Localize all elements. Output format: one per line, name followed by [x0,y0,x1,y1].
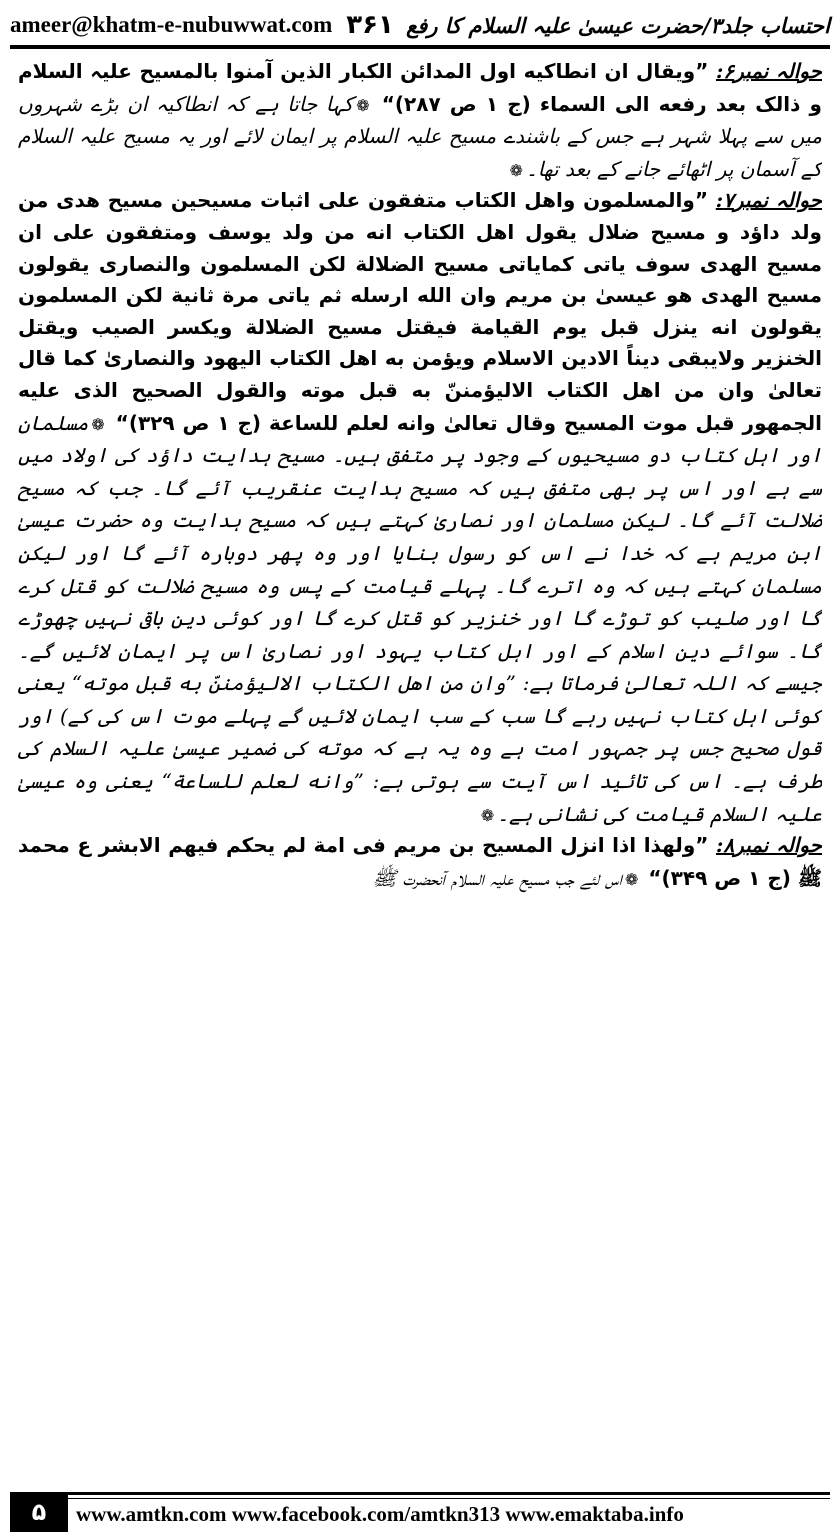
footer-links[interactable]: www.amtkn.com www.facebook.com/amtkn313 www.emaktaba.info [76,1502,684,1526]
quote-open-mark: ” [695,833,709,858]
ornament-close-icon: ❁ [480,805,495,825]
header-rule [10,45,830,49]
quote-open-mark: ” [695,59,709,83]
quote-close-mark: “ [648,865,662,890]
reference-label: حوالہ نمبر۶: [716,59,822,83]
footer-number-box: ۵ [10,1492,68,1532]
reference-label: حوالہ نمبر۷: [715,188,822,213]
ornament-close-icon: ❁ [509,160,523,180]
page-header [10,8,830,42]
running-title: احتساب جلد۳/حضرت عیسیٰ علیہ السلام کا رفع [406,12,830,38]
header-email: ameer@khatm-e-nubuwwat.com [10,12,333,37]
ornament-open-icon: ❁ [91,414,105,434]
urdu-translation: مسلمان اور اہل کتاب دو مسیحیوں کے وجود پر متفق ہیں۔ مسیح ہدایت داؤد کی اولاد میں سے ہے اور اس پر بھی متفق ہیں کہ مسیح ہدایت عنقریب آئے گا۔ جب کہ مسیح ضلالت آئے گا۔ لیکن مسلمان اور نصاریٰ کہتے ہیں کہ مسیح ہدایت وہ حضرت عیسیٰ ابن مریم ہے کہ خدا نے اس کو رسول بنایا اور وہ پھر دوبارہ آئے گا اور لیکن مسلمان کہتے ہیں کہ وہ اترے گا۔ پہلے قیامت کے پس وہ مسیح ضلالت کو قتل کرے گا اور صلیب کو توڑے گا اور خنزیر کو قتل کرے گا اور کوئی دین باقی نہیں چھوڑے گا۔ سوائے دین اسلام کے اور اہل کتاب یہود اور نصاریٰ اس پر ایمان لائیں گے۔ جیسے کہ اللہ تعالیٰ فرماتا ہے: ”وان من اهل الکتاب الالیؤمننّ به قبل موته“ یعنی کوئی اہل کتاب نہیں رہے گا سب کے سب ایمان لائیں گے پہلے موت اس کی کے) اور قول صحیح جس پر جمہور امت ہے وہ یہ ہے کہ موته کی ضمیر عیسیٰ علیہ السلام کی طرف ہے۔ اس کی تائید اس آیت سے ہوتی ہے: ”وانه لعلم للساعة“ یعنی وہ عیسیٰ علیہ السلام قیامت کی نشانی ہے۔ [18,410,822,826]
footer-links-wrap [68,1492,830,1532]
reference-7 [18,185,822,830]
page-body [18,56,822,1476]
arabic-quote: والمسلمون واهل الکتاب متفقون علی اثبات مسیحین مسیح هدی من ولد داؤد و مسیح ضلال یقول اهل الکتاب انه من ولد یوسف ومتفقون علی ان مسیح الهدی سوف یاتی کمایاتی مسیح الضلالة لکن المسلمون والنصاری یقولون مسیح الهدی هو عیسیٰ بن مریم وان الله ارسله ثم یاتی مرة ثانیة لکن المسلمون یقولون انه ینزل قبل یوم القیامة فیقتل مسیح الضلالة ویکسر الصیب ویقتل الخنزیر ولایبقی دیناً الادین الاسلام ویؤمن به اهل الکتاب الیهود والنصاریٰ کما قال تعالیٰ وان من اهل الکتاب الالیؤمننّ به قبل موته والقول الصحیح الذی علیه الجمهور قبل موت المسیح وقال تعالیٰ وانه لعلم للساعة (ج ۱ ص ۳۲۹) [18,188,822,435]
arabic-quote: ولهذا اذا انزل المسیح بن مریم فی امة لم یحکم فیهم الابشر ع محمد ﷺ (ج ۱ ص ۳۴۹) [18,833,822,890]
quote-close-mark: “ [115,410,129,435]
urdu-translation: اس لئے جب مسیح علیہ السلام آنحضرت ﷺ [372,865,622,890]
reference-label: حوالہ نمبر۸: [716,833,822,858]
ornament-open-icon: ❁ [625,869,639,889]
ornament-open-icon: ❁ [356,95,370,115]
header-left [10,10,394,40]
arabic-quote: ویقال ان انطاکیه اول المدائن الکبار الذین آمنوا بالمسیح علیہ السلام و ذالک بعد رفعه الی السماء (ج ۱ ص ۲۸۷) [18,59,822,116]
page-footer [10,1490,830,1534]
page-number: ۳۶۱ [346,10,394,40]
quote-close-mark: “ [381,91,395,116]
reference-8 [18,830,822,894]
footer-rule-thin [68,1498,830,1499]
footer-rule-thick [68,1492,830,1495]
urdu-translation: کہا جاتا ہے کہ انطاکیہ ان بڑے شہروں میں سے پہلا شہر ہے جس کے باشندے مسیح علیہ السلام پر ایمان لائے اور یہ مسیح علیہ السلام کے آسمان پر اٹھائے جانے کے بعد تھا۔ [18,91,822,181]
quote-open-mark: ” [694,188,708,213]
reference-6 [18,56,822,185]
